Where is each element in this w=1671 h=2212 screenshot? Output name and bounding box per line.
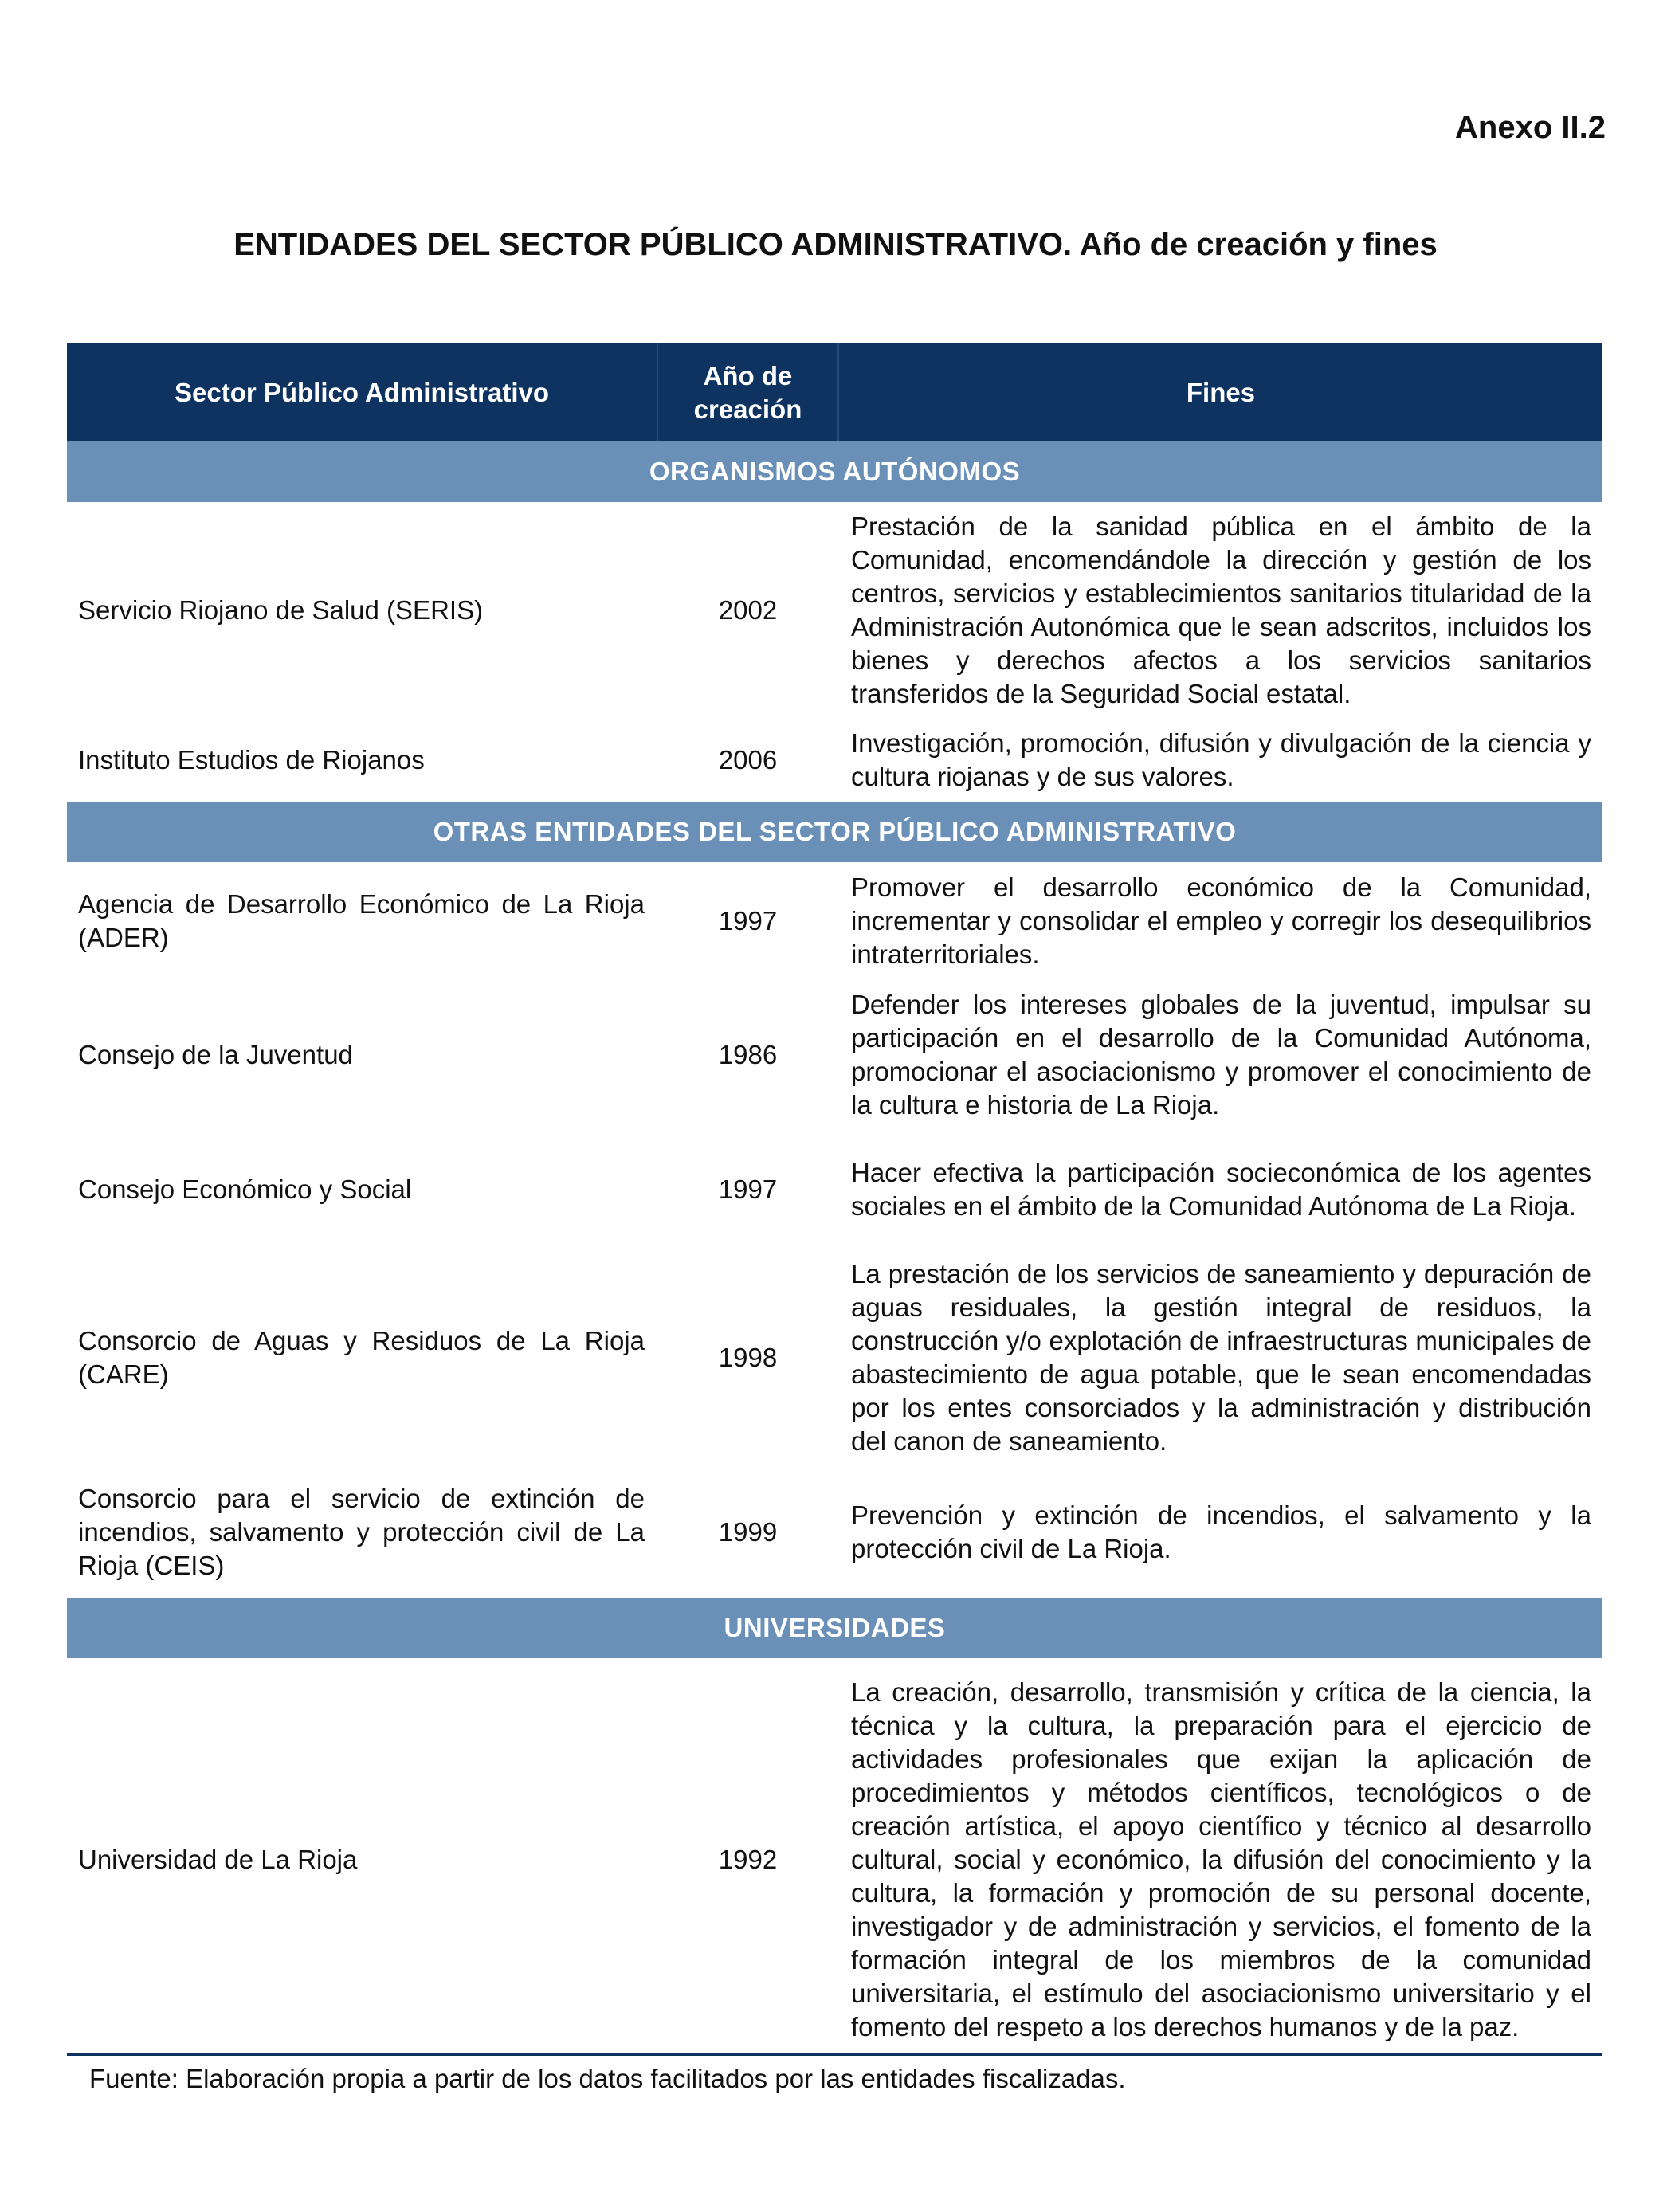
annex-label: Anexo II.2 — [1455, 110, 1606, 145]
section-header — [67, 802, 1602, 862]
entity-name: Instituto Estudios de Riojanos — [78, 745, 425, 775]
table-row — [67, 980, 1602, 1130]
entity-purpose: La prestación de los servicios de saneamiento y depuración de aguas residuales, la gestión integral de residuos, la construcción y/o explotación de infraestructuras municipales de abastecimiento de agua potable, que le sean encomendadas por los entes consorciados y la administración y distribución del canon de saneamiento. — [851, 1259, 1591, 1456]
entity-purpose: Investigación, promoción, difusión y divulgación de la ciencia y cultura riojanas y de sus valores. — [851, 728, 1591, 791]
section-header — [67, 1598, 1602, 1658]
header-year-label: Año de creación — [693, 360, 802, 424]
entity-name: Universidad de La Rioja — [78, 1844, 358, 1874]
table-bottom-rule — [67, 2053, 1602, 2056]
table-header-row — [67, 343, 1602, 441]
entity-purpose: Prestación de la sanidad pública en el ámbito de la Comunidad, encomendándole la dirección y gestión de los centros, servicios y establecimientos sanitarios titularidad de la Administración Autonómica que le sean adscritos, incluidos los bienes y derechos afectos a los servicios sanitarios transferidos de la Seguridad Social estatal. — [851, 512, 1591, 708]
header-purpose: Fines — [838, 343, 1602, 441]
entity-purpose: Hacer efectiva la participación socieconómica de los agentes sociales en el ámbito de la Comunidad Autónoma de La Rioja. — [851, 1158, 1591, 1221]
entities-table — [67, 343, 1602, 2061]
section-header — [67, 441, 1602, 502]
creation-year: 1992 — [718, 1844, 778, 1874]
table-row — [67, 502, 1602, 719]
table-row — [67, 1466, 1602, 1598]
entity-name: Consejo de la Juventud — [78, 1040, 353, 1069]
entity-name: Servicio Riojano de Salud (SERIS) — [78, 595, 484, 625]
source-note: Fuente: Elaboración propia a partir de los datos facilitados por las entidades fiscalizadas. — [89, 2064, 1126, 2093]
entity-purpose: Prevención y extinción de incendios, el salvamento y la protección civil de La Rioja. — [851, 1500, 1591, 1563]
creation-year: 1997 — [718, 1175, 778, 1204]
entity-name: Consejo Económico y Social — [78, 1175, 412, 1204]
table-row — [67, 862, 1602, 980]
section-otras-entidades — [67, 802, 1602, 1598]
section-title: UNIVERSIDADES — [67, 1598, 1602, 1658]
header-year — [657, 343, 838, 441]
table-row — [67, 1658, 1602, 2061]
entity-name: Agencia de Desarrollo Económico de La Rioja (ADER) — [78, 889, 645, 952]
table-row — [67, 719, 1602, 802]
section-title: OTRAS ENTIDADES DEL SECTOR PÚBLICO ADMINISTRATIVO — [67, 802, 1602, 862]
creation-year: 2002 — [718, 595, 778, 625]
creation-year: 1999 — [718, 1516, 778, 1547]
section-universidades — [67, 1598, 1602, 2061]
entity-purpose: Defender los intereses globales de la juventud, impulsar su participación en el desarrollo de la Comunidad Autónoma, promocionar el asociacionismo y promover el conocimiento de la cultura e historia de La Rioja. — [851, 990, 1591, 1120]
creation-year: 2006 — [718, 745, 778, 775]
creation-year: 1986 — [718, 1040, 778, 1069]
page-title: ENTIDADES DEL SECTOR PÚBLICO ADMINISTRATIVO. Año de creación y fines — [233, 227, 1438, 262]
section-title: ORGANISMOS AUTÓNOMOS — [67, 441, 1602, 502]
header-entity: Sector Público Administrativo — [67, 343, 657, 441]
entity-purpose: Promover el desarrollo económico de la Comunidad, incrementar y consolidar el empleo y corregir los desequilibrios intraterritoriales. — [851, 873, 1591, 969]
table-row — [67, 1249, 1602, 1466]
section-organismos — [67, 441, 1602, 802]
creation-year: 1998 — [718, 1343, 778, 1372]
table-row — [67, 1130, 1602, 1249]
entity-name: Consorcio para el servicio de extinción de incendios, salvamento y protección civil de La Rioja (CEIS) — [78, 1483, 645, 1580]
entity-name: Consorcio de Aguas y Residuos de La Rioja (CARE) — [78, 1326, 645, 1389]
entity-purpose: La creación, desarrollo, transmisión y crítica de la ciencia, la técnica y la cultura, la preparación para el ejercicio de actividades profesionales que exijan la aplicación de procedimientos y métodos científicos, tecnológicos o de creación artística, el apoyo científico y técnico al desarrollo cultural, social y económico, la difusión del conocimiento y la cultura, la formación y promoción de su personal docente, investigador y de administración y servicios, el fomento de la formación integral de los miembros de la comunidad universitaria, el estímulo del asociacionismo universitario y el fomento del respeto a los derechos humanos y de la paz. — [851, 1677, 1591, 2041]
creation-year: 1997 — [718, 906, 778, 935]
